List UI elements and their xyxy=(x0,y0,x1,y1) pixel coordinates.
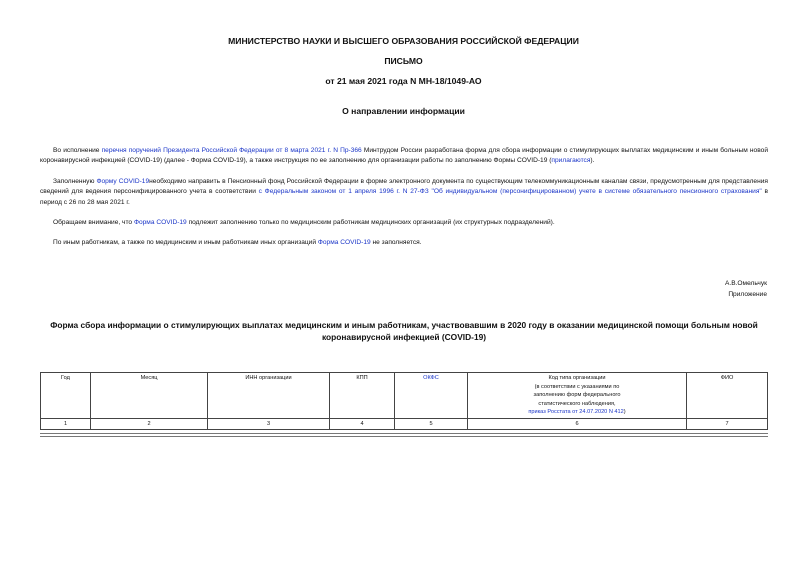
col-number-cell: 2 xyxy=(91,419,208,430)
col-number-cell: 4 xyxy=(330,419,395,430)
org-type-code-line-4: статистического наблюдения, xyxy=(538,400,616,407)
col-year-header: Год xyxy=(41,373,91,419)
col-number-cell: 3 xyxy=(208,419,330,430)
org-type-code-line-5 xyxy=(470,408,684,417)
col-number-cell: 1 xyxy=(41,419,91,430)
paragraph-2 xyxy=(40,177,768,208)
org-type-code-line-3: заполнению форм федерального xyxy=(533,392,621,398)
col-okfs-header xyxy=(395,373,468,419)
col-inn-header: ИНН организации xyxy=(208,373,330,419)
table-bottom-rule xyxy=(40,433,768,434)
org-type-code-line-2: (в соответствии с указаниями по xyxy=(534,383,620,390)
org-type-code-close: ) xyxy=(623,409,626,415)
col-month-header: Месяц xyxy=(91,373,208,419)
p2-text-2: необходимо направить в Пенсионный фонд Российской Федерации в форме электронного документа по существующим телекоммуникационным каналам связи, предусмотренным для представления сведений для ведения персонифицированного учета в соответствии xyxy=(40,178,768,196)
link-attached[interactable]: прилагаются xyxy=(551,157,591,165)
col-kpp-header: КПП xyxy=(330,373,395,419)
form-table xyxy=(40,372,768,430)
link-form-covid-19[interactable]: Форма COVID-19 xyxy=(317,239,371,246)
p1-text-2: Минтрудом России разработана форма для сбора информации о стимулирующих выплатах медицинским и иным больным новой коронавирусной инфекцией (COVID-19) (далее - Форма COVID-19), а также инструкция по ее заполнению для организации работы по заполнению Формы COVID-19 ( xyxy=(40,147,769,165)
paragraph-1 xyxy=(40,146,768,167)
p1-text-3: ). xyxy=(590,157,595,165)
document-type: ПИСЬМО xyxy=(384,56,423,66)
col-org-type-code-header xyxy=(468,373,687,419)
p2-text-3: в период с 26 по 28 мая 2021 г. xyxy=(40,188,768,206)
col-number-cell: 7 xyxy=(687,419,768,430)
col-number-cell: 5 xyxy=(395,419,468,430)
col-number-cell: 6 xyxy=(468,419,687,430)
org-type-code-line-1: Код типа организации xyxy=(548,375,606,381)
table-header-row xyxy=(41,373,768,419)
attachment-label: Приложение xyxy=(728,291,767,298)
paragraph-4 xyxy=(40,238,768,248)
signatory-name: А.В.Омельчук xyxy=(724,280,767,287)
p3-text-2: подлежит заполнению только по медицинским работникам медицинских организаций (их структурных подразделений). xyxy=(186,219,555,226)
link-presidential-instructions[interactable]: перечня поручений Президента Российской Федерации от 8 марта 2021 г. N Пр-366 xyxy=(101,147,362,154)
link-rosstat-order[interactable]: приказ Росстата от 24.07.2020 N 412 xyxy=(528,409,624,415)
col-fio-header: ФИО xyxy=(687,373,768,419)
document-subject: О направлении информации xyxy=(342,106,465,116)
paragraph-3 xyxy=(40,218,768,228)
p4-text-2: не заполняется. xyxy=(370,239,422,246)
document-date-number: от 21 мая 2021 года N МН-18/1049-АО xyxy=(325,76,482,86)
form-title: Форма сбора информации о стимулирующих выплатах медицинским и иным работникам, участвовавшим в 2020 году в оказании медицинской помощи больным новой коронавирусной инфекцией (COVID-19) xyxy=(50,320,758,342)
table-bottom-rule xyxy=(40,436,768,437)
p3-text-1: Обращаем внимание, что xyxy=(53,219,134,226)
ministry-title: МИНИСТЕРСТВО НАУКИ И ВЫСШЕГО ОБРАЗОВАНИЯ РОССИЙСКОЙ ФЕДЕРАЦИИ xyxy=(228,36,579,46)
p4-text-1: По иным работникам, а также по медицинским и иным работникам иных организаций xyxy=(53,239,318,246)
link-okfs[interactable]: ОКФС xyxy=(423,375,439,381)
p1-text-1: Во исполнение xyxy=(53,147,102,154)
table-number-row xyxy=(41,419,768,430)
link-form-covid-19[interactable]: Форма COVID-19 xyxy=(133,219,187,226)
link-form-covid-19[interactable]: Форму COVID-19 xyxy=(96,178,150,185)
link-federal-law-27fz[interactable]: с Федеральным законом от 1 апреля 1996 г. N 27-ФЗ "Об индивидуальном (персонифицированном) учете в системе обязательного пенсионного страхования" xyxy=(258,188,762,196)
p2-text-1: Заполненную xyxy=(53,178,97,185)
